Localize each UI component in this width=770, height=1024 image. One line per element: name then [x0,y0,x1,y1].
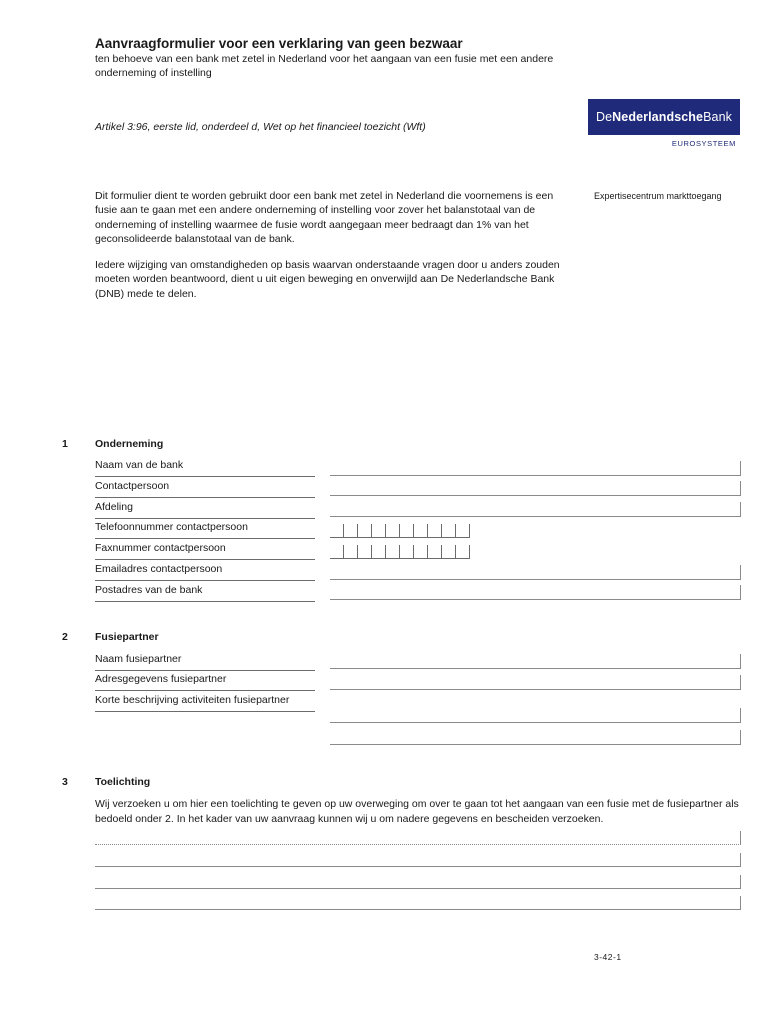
phone-digit-box[interactable] [428,524,442,538]
input-fax-digits[interactable] [330,545,470,559]
fax-digit-box[interactable] [330,545,344,559]
form-title: Aanvraagformulier voor een verklaring van geen bezwaar [95,36,463,51]
phone-digit-box[interactable] [400,524,414,538]
fax-digit-box[interactable] [442,545,456,559]
section-3-title: Toelichting [95,776,151,788]
section-3-instructions: Wij verzoeken u om hier een toelichting te geven op uw overweging om over te gaan tot het aangaan van een fusie met de fusiepartner als bedoeld onder 2. In het kader van uw aanvraag kunnen wij u om nadere gegevens en bescheiden verzoeken. [95,798,739,825]
label-partner-activities: Korte beschrijving activiteiten fusiepartner [95,693,315,712]
logo-part-de: De [595,110,613,124]
fax-digit-box[interactable] [344,545,358,559]
label-fax: Faxnummer contactpersoon [95,541,315,560]
explanation-line-3[interactable] [95,875,741,889]
input-department[interactable] [330,502,741,517]
input-bank-name[interactable] [330,461,741,476]
dnb-logo [588,99,740,135]
logo-subtitle: EUROSYSTEEM [671,139,736,148]
phone-digit-box[interactable] [330,524,344,538]
input-phone-digits[interactable] [330,524,470,538]
section-2-number: 2 [62,631,68,643]
label-partner-address: Adresgegevens fusiepartner [95,672,315,691]
section-2-title: Fusiepartner [95,631,159,643]
fax-digit-box[interactable] [456,545,470,559]
section-3-number: 3 [62,776,68,788]
input-partner-name[interactable] [330,654,741,669]
explanation-line-4[interactable] [95,896,741,910]
explanation-line-2[interactable] [95,853,741,867]
section-1-number: 1 [62,438,68,450]
label-phone: Telefoonnummer contactpersoon [95,520,315,539]
label-bank-name: Naam van de bank [95,458,315,477]
phone-digit-box[interactable] [414,524,428,538]
form-code: 3-42-1 [594,952,622,962]
legal-article: Artikel 3:96, eerste lid, onderdeel d, Wet op het financieel toezicht (Wft) [95,121,426,133]
input-email[interactable] [330,565,741,580]
fax-digit-box[interactable] [414,545,428,559]
fax-digit-box[interactable] [386,545,400,559]
intro-text [95,189,575,301]
fax-digit-box[interactable] [372,545,386,559]
phone-digit-box[interactable] [456,524,470,538]
department-label: Expertisecentrum markttoegang [594,191,722,201]
form-subtitle: ten behoeve van een bank met zetel in Nederland voor het aangaan van een fusie met een andere onderneming of instelling [95,53,554,79]
input-contact-person[interactable] [330,481,741,496]
phone-digit-box[interactable] [386,524,400,538]
intro-paragraph-2: Iedere wijziging van omstandigheden op basis waarvan onderstaande vragen door u anders zouden moeten worden beantwoord, dient u uit eigen beweging en onverwijld aan De Nederlandsche Bank (DNB) mede te delen. [95,259,560,300]
explanation-line-1[interactable] [95,831,741,845]
intro-paragraph-1: Dit formulier dient te worden gebruikt door een bank met zetel in Nederland die voornemens is een fusie aan te gaan met een andere onderneming of instelling voor zover het balanstotaal van de onderneming of instelling waarmee de fusie wordt aangegaan meer bedraagt dan 1% van het geconsolideerde balanstotaal van de bank. [95,190,554,245]
logo-part-nederlandsche: Nederlandsche [612,110,704,124]
label-postal-address: Postadres van de bank [95,583,315,602]
label-department: Afdeling [95,500,315,519]
label-contact-person: Contactpersoon [95,479,315,498]
phone-digit-box[interactable] [372,524,386,538]
phone-digit-box[interactable] [442,524,456,538]
fax-digit-box[interactable] [400,545,414,559]
label-email: Emailadres contactpersoon [95,562,315,581]
input-postal-address[interactable] [330,585,741,600]
input-partner-activities-line-2[interactable] [330,730,741,745]
input-partner-activities-line-1[interactable] [330,708,741,723]
phone-digit-box[interactable] [358,524,372,538]
label-partner-name: Naam fusiepartner [95,652,315,671]
section-1-title: Onderneming [95,438,164,450]
fax-digit-box[interactable] [358,545,372,559]
input-partner-address[interactable] [330,675,741,690]
phone-digit-box[interactable] [344,524,358,538]
fax-digit-box[interactable] [428,545,442,559]
logo-part-bank: Bank [703,110,732,124]
